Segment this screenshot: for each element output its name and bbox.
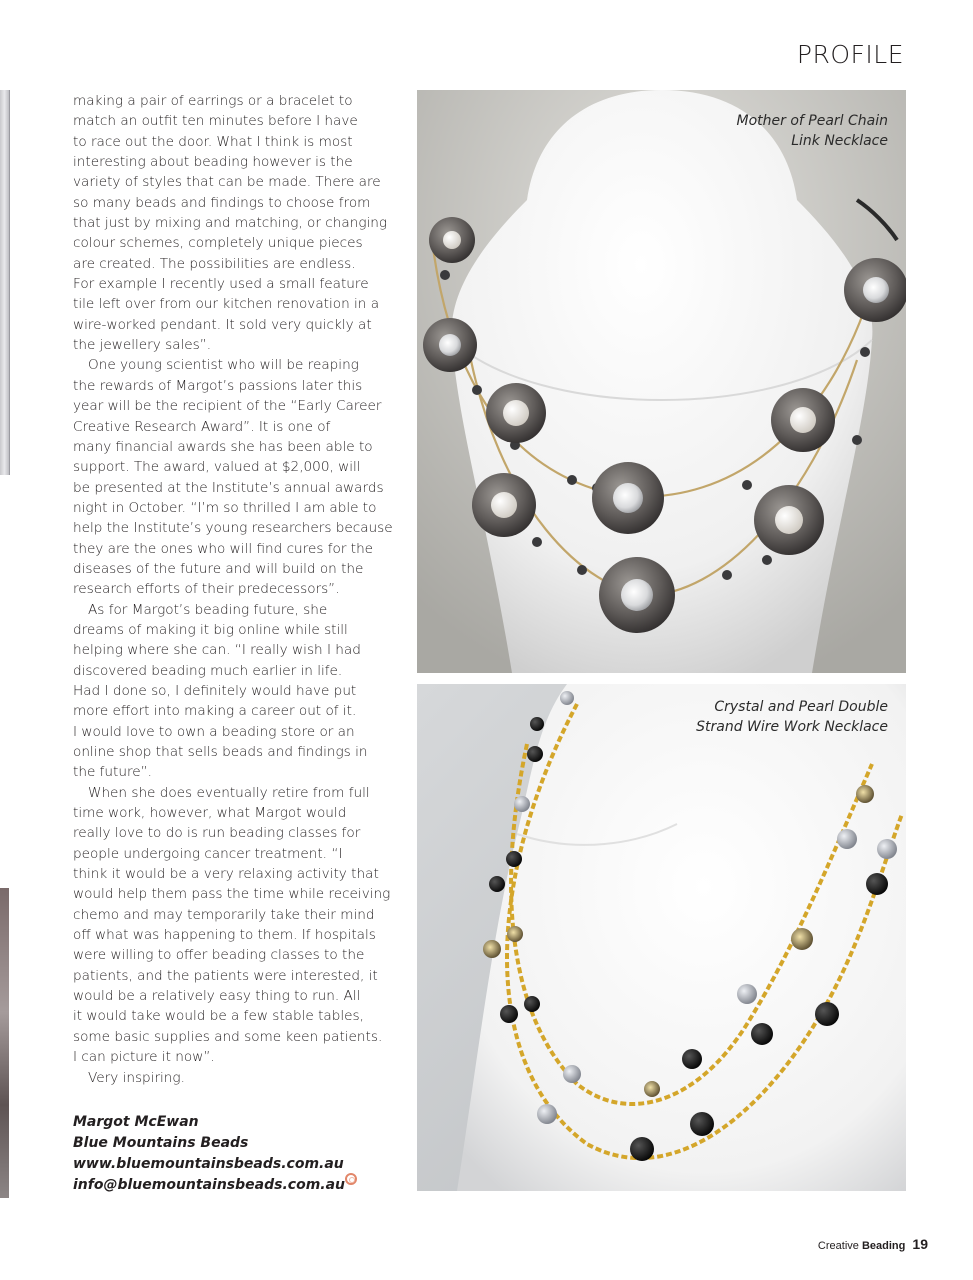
website-link[interactable]: www.bluemountainsbeads.com.au [73,1156,344,1172]
body-text-line: online shop that sells beads and findings in [73,744,368,760]
body-text-line: people undergoing cancer treatment. “I [73,845,343,862]
body-text-line: many financial awards she has been able to [73,438,373,455]
body-text-line: help the Institute’s young researchers because [73,520,393,537]
cropped-photo-edge [0,888,9,1198]
body-text-line: diseases of the future and will build on the [73,560,364,577]
body-text-line: wire-worked pendant. It sold very quickly at [73,316,372,333]
body-text-line: research efforts of their predecessors”. [73,581,340,598]
body-text-line: Creative Research Award”. It is one of [73,418,331,435]
body-text-line: would be a relatively easy thing to run. All [73,988,361,1005]
body-text-line: to race out the door. What I think is most [73,133,353,150]
photo-crystal-pearl-necklace [417,684,906,1191]
body-text-line: patients, and the patients were interested, it [73,967,378,984]
photo-caption: Mother of Pearl Chain Link Necklace [736,113,888,149]
body-text-line: match an outfit ten minutes before I have [73,113,358,130]
body-text-line: it would take would be a few stable tables, [73,1008,364,1025]
body-text-line: discovered beading much earlier in life. [73,662,343,679]
body-text-line: Had I done so, I definitely would have put [73,682,357,699]
publication-name-bold: Beading [861,1240,906,1252]
body-text-line: the rewards of Margot’s passions later this [73,377,363,394]
body-text-line: variety of styles that can be made. There are [73,174,381,191]
body-text-line: interesting about beading however is the [73,154,353,171]
body-text-line: night in October. “I’m so thrilled I am able to [73,499,377,516]
body-text-line: the future”. [73,764,152,781]
photo-mother-of-pearl-necklace [417,90,906,673]
body-text-line: When she does eventually retire from full [88,784,370,801]
page-number: 19 [912,1236,928,1252]
body-text-line: I would love to own a beading store or an [73,723,355,740]
photo-caption: Crystal and Pearl Double Strand Wire Work Necklace [696,699,888,735]
body-text-line: support. The award, valued at $2,000, will [73,459,361,476]
body-text-line: helping where she can. “I really wish I had [73,642,361,659]
body-text-line: I can picture it now”. [73,1049,215,1066]
body-text-line: be presented at the Institute’s annual awards [73,479,384,496]
author-name: Margot McEwan [73,1114,199,1130]
body-text-line: some basic supplies and some keen patients. [73,1028,383,1045]
body-text-line: were willing to offer beading classes to the [73,947,365,964]
body-text-line: time work, however, what Margot would [73,805,347,822]
author-credits [73,1112,345,1196]
body-text-line: so many beads and findings to choose from [73,194,371,211]
body-text-line: the jewellery sales”. [73,337,212,354]
body-text-line: year will be the recipient of the “Early Career [73,398,382,415]
section-header: PROFILE [796,40,904,69]
cropped-photo-edge [0,90,10,475]
body-text-line: really love to do is run beading classes for [73,825,361,842]
body-text-line: would help them pass the time while receiving [73,886,391,903]
body-text-line: are created. The possibilities are endless. [73,255,356,272]
body-text-line: off what was happening to them. If hospitals [73,927,376,944]
email-link[interactable]: info@bluemountainsbeads.com.au [73,1177,346,1193]
article-body-column [73,91,391,1088]
body-text-line: tile left over from our kitchen renovation in a [73,296,380,313]
body-text-line: they are the ones who will find cures for the [73,540,374,557]
end-of-article-icon [345,1173,357,1185]
publication-name-light: Creative [817,1240,859,1252]
body-text-line: One young scientist who will be reaping [88,357,359,374]
body-text-line: think it would be a very relaxing activity that [73,866,379,883]
body-text-line: more effort into making a career out of it. [73,703,357,720]
body-text-line: colour schemes, completely unique pieces [73,235,363,252]
body-text-line: dreams of making it big online while still [73,621,348,638]
business-name: Blue Mountains Beads [73,1135,249,1151]
body-text-line: Very inspiring. [88,1069,185,1086]
body-text-line: that just by mixing and matching, or changing [73,215,388,232]
body-text-line: For example I recently used a small feature [73,276,369,293]
body-text-line: making a pair of earrings or a bracelet to [73,93,353,109]
body-text-line: As for Margot’s beading future, she [88,601,328,618]
page-footer [818,1236,928,1252]
body-text-line: chemo and may temporarily take their mind [73,906,375,923]
